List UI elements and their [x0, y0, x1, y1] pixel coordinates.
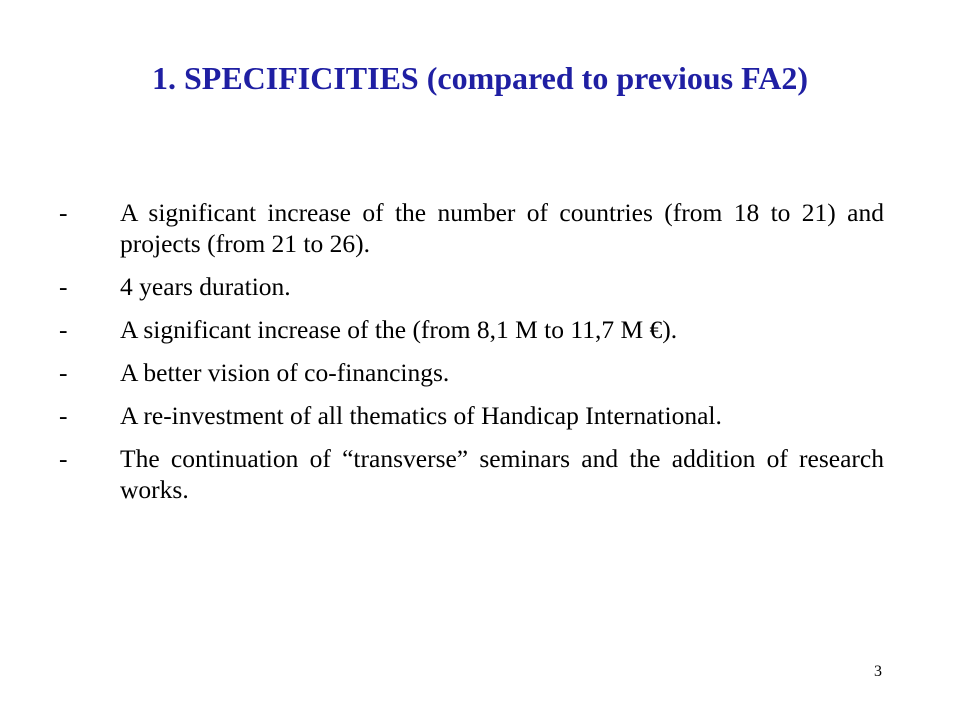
bullet-marker: -	[59, 401, 68, 430]
bullet-item	[58, 400, 884, 431]
bullet-item	[58, 357, 884, 388]
bullet-item	[58, 314, 884, 345]
bullet-item	[58, 443, 884, 505]
bullet-text: A better vision of co-financings.	[120, 358, 450, 387]
bullet-item	[58, 271, 884, 302]
bullet-marker: -	[59, 198, 68, 227]
bullet-text: The continuation of “transverse” seminars and the addition of research works.	[120, 444, 884, 504]
bullet-list	[58, 197, 884, 517]
bullet-marker: -	[59, 358, 68, 387]
bullet-marker: -	[59, 444, 68, 473]
bullet-text: A significant increase of the (from 8,1 M to 11,7 M €).	[120, 315, 678, 344]
bullet-item	[58, 197, 884, 259]
slide-title: 1. SPECIFICITIES (compared to previous FA2)	[151, 60, 809, 96]
bullet-text: 4 years duration.	[120, 272, 291, 301]
bullet-text: A re-investment of all thematics of Handicap International.	[120, 401, 722, 430]
page-number: 3	[874, 663, 882, 680]
bullet-text: A significant increase of the number of countries (from 18 to 21) and projects (from 21 to 26).	[120, 198, 884, 258]
bullet-marker: -	[59, 272, 68, 301]
bullet-marker: -	[59, 315, 68, 344]
